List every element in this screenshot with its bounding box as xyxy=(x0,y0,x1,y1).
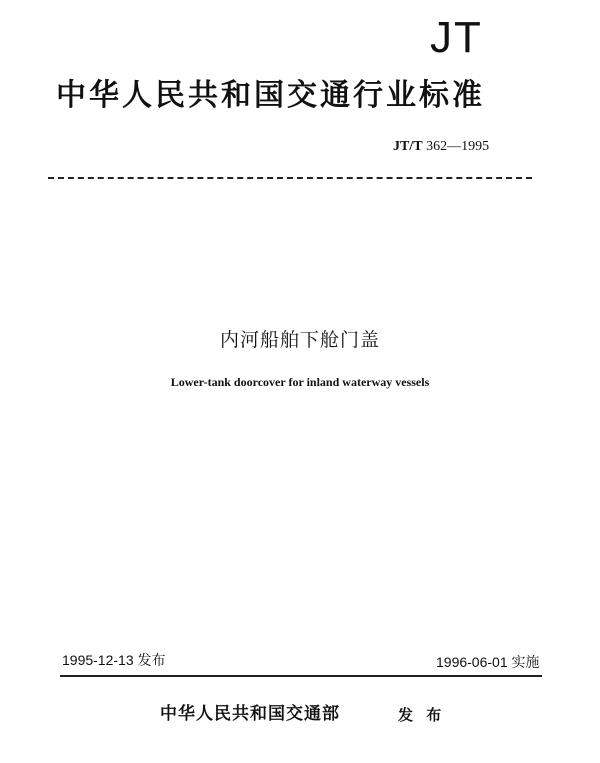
issue-action: 发 布 xyxy=(398,706,446,724)
issue-date: 1995-12-13 发布 xyxy=(62,652,166,668)
footer-divider xyxy=(60,675,542,677)
implementation-date: 1996-06-01 实施 xyxy=(436,654,540,670)
document-title-chinese: 内河船舶下舱门盖 xyxy=(219,329,380,351)
issuing-authority: 中华人民共和国交通部 xyxy=(160,704,340,724)
header-divider xyxy=(48,177,532,179)
document-title-english: Lower-tank doorcover for inland waterway vessels xyxy=(170,375,430,389)
standard-year: 362—1995 xyxy=(426,139,490,154)
standard-code: JT/T xyxy=(393,139,423,154)
standard-type-heading: 中华人民共和国交通行业标准 xyxy=(56,78,485,113)
standard-number xyxy=(393,138,489,156)
standard-category-mark: JT xyxy=(430,13,483,62)
